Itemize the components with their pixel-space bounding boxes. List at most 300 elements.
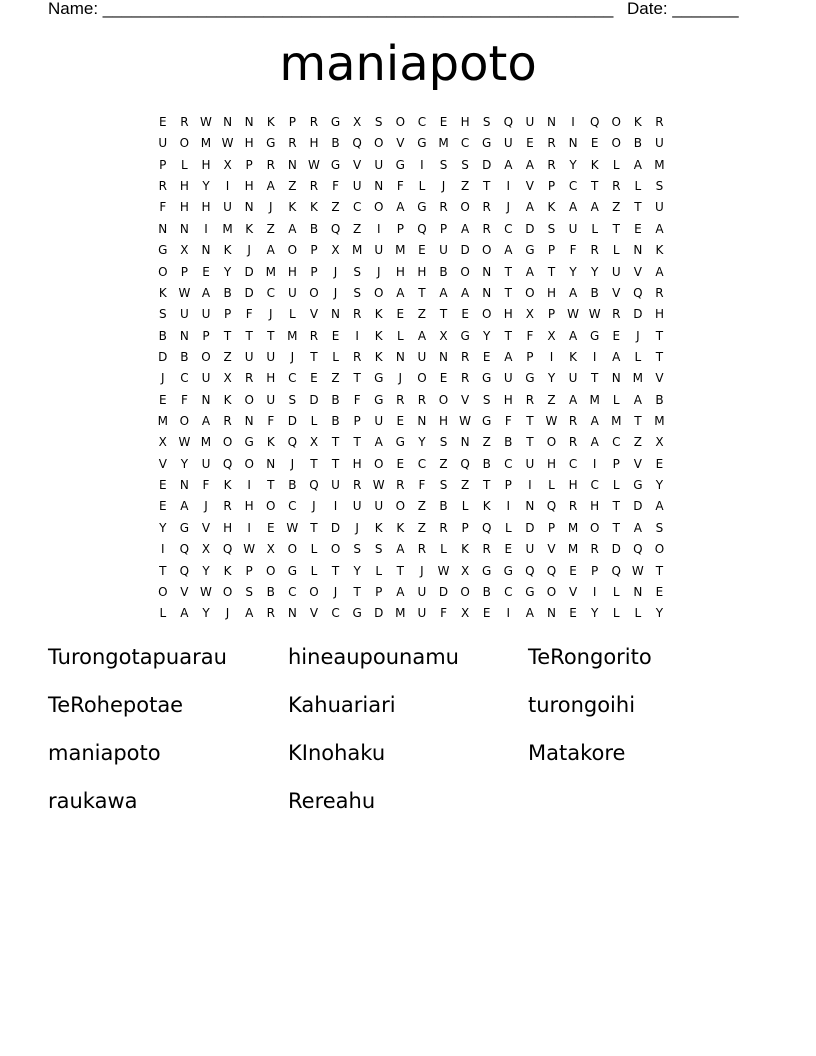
- grid-letter: O: [481, 243, 492, 258]
- grid-letter: W: [178, 435, 191, 450]
- grid-letter: R: [309, 179, 319, 194]
- grid-letter: G: [417, 200, 427, 215]
- grid-letter: V: [568, 584, 578, 599]
- grid-letter: N: [223, 115, 233, 129]
- grid-letter: Y: [223, 264, 232, 279]
- grid-letter: T: [418, 285, 426, 300]
- grid-letter: G: [525, 371, 535, 386]
- grid-letter: X: [158, 435, 167, 450]
- grid-letter: A: [568, 200, 578, 215]
- grid-letter: T: [331, 563, 340, 578]
- grid-letter: Y: [202, 606, 210, 621]
- grid-letter: K: [310, 200, 318, 215]
- grid-letter: J: [161, 371, 165, 386]
- grid-letter: R: [568, 414, 578, 429]
- grid-letter: X: [525, 307, 534, 322]
- grid-letter: R: [288, 136, 297, 151]
- grid-letter: Q: [633, 285, 643, 300]
- page-title: maniapoto: [279, 36, 537, 92]
- grid-letter: F: [418, 478, 426, 493]
- grid-letter: A: [568, 392, 578, 407]
- grid-letter: Y: [353, 563, 361, 578]
- grid-letter: I: [225, 179, 230, 194]
- grid-letter: A: [504, 349, 513, 364]
- grid-letter: L: [612, 243, 620, 258]
- grid-letter: G: [482, 563, 492, 578]
- grid-letter: Q: [589, 115, 600, 129]
- grid-letter: F: [440, 606, 447, 621]
- grid-letter: C: [331, 606, 340, 621]
- grid-letter: T: [483, 478, 491, 493]
- grid-letter: H: [287, 264, 297, 279]
- grid-letter: M: [567, 520, 579, 535]
- grid-letter: Q: [179, 563, 190, 578]
- grid-letter: R: [396, 392, 405, 407]
- grid-letter: T: [310, 456, 318, 471]
- grid-letter: T: [504, 328, 512, 343]
- grid-letter: Z: [439, 456, 448, 471]
- grid-letter: O: [179, 136, 190, 151]
- grid-letter: Z: [353, 221, 362, 236]
- grid-letter: E: [202, 264, 210, 279]
- grid-letter: I: [592, 584, 597, 599]
- grid-letter: U: [525, 456, 535, 471]
- grid-letter: O: [481, 307, 492, 322]
- grid-letter: A: [439, 285, 448, 300]
- grid-letter: F: [245, 307, 253, 322]
- grid-letter: T: [267, 478, 275, 493]
- grid-letter: T: [353, 584, 361, 599]
- grid-letter: I: [571, 115, 575, 129]
- grid-letter: E: [612, 328, 621, 343]
- grid-letter: P: [245, 157, 253, 172]
- grid-letter: P: [547, 307, 556, 322]
- grid-letter: O: [287, 542, 298, 557]
- grid-letter: G: [244, 435, 254, 450]
- grid-letter: U: [201, 307, 211, 322]
- grid-letter: O: [546, 435, 557, 450]
- grid-letter: T: [591, 371, 599, 386]
- grid-letter: P: [504, 478, 512, 493]
- grid-letter: E: [461, 307, 469, 322]
- grid-letter: K: [223, 243, 232, 258]
- grid-letter: Q: [352, 136, 362, 151]
- grid-letter: L: [418, 179, 426, 194]
- grid-letter: U: [266, 392, 276, 407]
- grid-letter: R: [568, 435, 578, 450]
- grid-letter: S: [374, 115, 383, 129]
- grid-letter: P: [353, 414, 361, 429]
- grid-letter: Y: [547, 371, 556, 386]
- grid-letter: W: [588, 307, 601, 322]
- grid-letter: W: [545, 414, 558, 429]
- grid-letter: T: [655, 349, 664, 364]
- grid-letter: O: [222, 584, 233, 599]
- grid-letter: X: [331, 243, 340, 258]
- grid-letter: B: [331, 392, 340, 407]
- grid-letter: Q: [633, 542, 643, 557]
- grid-letter: A: [590, 200, 599, 215]
- grid-letter: O: [374, 136, 384, 151]
- grid-letter: U: [503, 371, 513, 386]
- grid-letter: H: [201, 157, 211, 172]
- grid-letter: R: [612, 307, 621, 322]
- grid-letter: N: [460, 435, 470, 450]
- grid-letter: Q: [611, 563, 621, 578]
- grid-letter: N: [158, 221, 168, 236]
- grid-letter: P: [202, 328, 210, 343]
- grid-letter: W: [286, 520, 299, 535]
- header: [48, 0, 768, 21]
- grid-letter: G: [503, 563, 513, 578]
- grid-letter: E: [504, 542, 513, 557]
- grid-letter: P: [288, 115, 296, 129]
- grid-letter: K: [374, 328, 383, 343]
- word-list-item: hineaupounamu: [288, 645, 459, 669]
- grid-letter: F: [332, 179, 339, 194]
- grid-letter: Z: [460, 478, 470, 493]
- grid-letter: E: [159, 392, 167, 407]
- grid-letter: J: [247, 243, 251, 258]
- grid-letter: B: [158, 328, 167, 343]
- grid-letter: U: [655, 136, 664, 151]
- grid-letter: D: [633, 499, 643, 514]
- grid-letter: R: [223, 414, 232, 429]
- grid-letter: B: [223, 285, 232, 300]
- grid-letter: Z: [633, 435, 642, 450]
- grid-letter: E: [569, 563, 577, 578]
- grid-letter: L: [310, 563, 318, 578]
- grid-letter: B: [439, 499, 448, 514]
- grid-letter: P: [526, 349, 534, 364]
- grid-letter: M: [395, 243, 406, 258]
- grid-letter: E: [590, 136, 599, 151]
- grid-letter: T: [331, 456, 340, 471]
- grid-letter: F: [526, 328, 534, 343]
- grid-letter: N: [568, 136, 578, 151]
- grid-letter: D: [309, 392, 319, 407]
- grid-letter: G: [633, 478, 643, 493]
- grid-letter: G: [179, 520, 190, 535]
- grid-letter: N: [482, 264, 492, 279]
- grid-letter: V: [547, 542, 556, 557]
- grid-letter: B: [633, 136, 642, 151]
- word-search-grid: [152, 112, 670, 625]
- grid-letter: U: [503, 136, 513, 151]
- grid-letter: M: [438, 136, 449, 151]
- grid-letter: T: [267, 328, 275, 343]
- grid-letter: P: [180, 264, 189, 279]
- grid-letter: A: [180, 499, 189, 514]
- grid-letter: N: [633, 243, 643, 258]
- grid-letter: T: [159, 563, 167, 578]
- grid-letter: E: [655, 584, 664, 599]
- grid-letter: F: [159, 200, 167, 215]
- grid-letter: O: [266, 563, 276, 578]
- grid-letter: N: [287, 606, 297, 621]
- word-list-item: Rereahu: [288, 789, 376, 813]
- grid-letter: P: [310, 243, 318, 258]
- grid-letter: T: [655, 328, 664, 343]
- grid-letter: W: [459, 414, 472, 429]
- grid-letter: U: [611, 264, 621, 279]
- grid-letter: U: [352, 499, 362, 514]
- grid-letter: J: [398, 371, 403, 386]
- grid-letter: N: [201, 243, 211, 258]
- grid-letter: H: [654, 307, 664, 322]
- grid-letter: N: [395, 349, 405, 364]
- grid-letter: R: [460, 349, 470, 364]
- grid-letter: S: [288, 392, 297, 407]
- grid-letter: U: [439, 243, 448, 258]
- grid-letter: U: [655, 200, 664, 215]
- grid-letter: S: [439, 478, 448, 493]
- grid-letter: N: [244, 115, 254, 129]
- grid-letter: S: [547, 221, 556, 236]
- grid-letter: R: [352, 307, 362, 322]
- grid-letter: N: [179, 221, 189, 236]
- grid-letter: G: [525, 584, 535, 599]
- grid-letter: R: [352, 478, 362, 493]
- grid-letter: A: [525, 606, 534, 621]
- grid-letter: P: [159, 157, 167, 172]
- grid-letter: R: [547, 157, 556, 172]
- grid-letter: V: [633, 264, 642, 279]
- grid-letter: K: [158, 285, 167, 300]
- grid-letter: N: [179, 328, 189, 343]
- grid-letter: E: [655, 456, 664, 471]
- grid-letter: M: [567, 542, 579, 557]
- grid-letter: P: [547, 243, 556, 258]
- grid-letter: F: [202, 478, 210, 493]
- grid-letter: S: [482, 392, 491, 407]
- grid-letter: H: [244, 499, 254, 514]
- grid-letter: H: [590, 499, 600, 514]
- grid-letter: D: [244, 285, 254, 300]
- grid-letter: G: [417, 136, 427, 151]
- grid-letter: B: [504, 435, 513, 450]
- grid-letter: Y: [655, 606, 664, 621]
- grid-letter: Z: [331, 371, 340, 386]
- grid-letter: O: [654, 542, 665, 557]
- grid-letter: E: [439, 115, 448, 129]
- grid-letter: F: [180, 392, 188, 407]
- grid-letter: R: [590, 243, 599, 258]
- grid-letter: N: [482, 285, 492, 300]
- grid-letter: N: [266, 456, 276, 471]
- grid-letter: D: [525, 221, 535, 236]
- grid-letter: T: [504, 264, 512, 279]
- grid-letter: A: [288, 221, 297, 236]
- grid-letter: A: [633, 392, 642, 407]
- grid-letter: H: [201, 200, 211, 215]
- grid-letter: T: [526, 435, 534, 450]
- grid-letter: O: [374, 200, 384, 215]
- grid-letter: K: [547, 200, 556, 215]
- grid-letter: C: [180, 371, 189, 386]
- grid-letter: R: [525, 392, 535, 407]
- grid-letter: E: [266, 520, 275, 535]
- grid-letter: Q: [417, 221, 427, 236]
- grid-letter: U: [266, 349, 276, 364]
- grid-letter: S: [353, 285, 361, 300]
- grid-letter: K: [288, 200, 297, 215]
- grid-letter: F: [353, 392, 361, 407]
- grid-letter: H: [460, 115, 470, 129]
- grid-letter: K: [396, 520, 405, 535]
- grid-letter: D: [374, 606, 384, 621]
- grid-letter: O: [546, 584, 557, 599]
- grid-letter: T: [612, 499, 620, 514]
- grid-letter: L: [634, 606, 642, 621]
- grid-letter: R: [482, 221, 491, 236]
- grid-letter: J: [204, 499, 208, 514]
- grid-letter: B: [482, 584, 491, 599]
- grid-letter: L: [440, 542, 447, 557]
- grid-letter: A: [245, 606, 254, 621]
- word-list-item: KInohaku: [288, 741, 386, 765]
- grid-letter: X: [309, 435, 319, 450]
- grid-letter: N: [244, 414, 254, 429]
- grid-letter: O: [158, 264, 168, 279]
- grid-letter: M: [351, 243, 363, 258]
- grid-letter: U: [158, 136, 168, 151]
- grid-letter: J: [290, 456, 295, 471]
- grid-letter: R: [417, 542, 427, 557]
- grid-letter: J: [268, 307, 273, 322]
- grid-letter: X: [266, 542, 275, 557]
- grid-letter: J: [376, 264, 381, 279]
- grid-letter: O: [222, 435, 233, 450]
- grid-letter: H: [223, 520, 233, 535]
- grid-letter: A: [633, 157, 642, 172]
- grid-letter: G: [482, 371, 492, 386]
- grid-letter: N: [525, 499, 535, 514]
- grid-letter: A: [201, 285, 211, 300]
- grid-letter: L: [612, 157, 620, 172]
- grid-letter: A: [504, 157, 513, 172]
- grid-letter: O: [395, 499, 406, 514]
- grid-letter: U: [352, 179, 362, 194]
- grid-letter: P: [591, 563, 599, 578]
- grid-letter: O: [244, 392, 254, 407]
- grid-letter: A: [590, 414, 599, 429]
- grid-letter: A: [504, 243, 513, 258]
- grid-letter: R: [439, 200, 448, 215]
- grid-letter: J: [441, 179, 446, 194]
- grid-letter: W: [567, 307, 580, 322]
- grid-letter: L: [634, 179, 642, 194]
- grid-letter: K: [590, 157, 599, 172]
- grid-letter: A: [525, 200, 534, 215]
- grid-letter: M: [632, 371, 644, 386]
- grid-letter: T: [223, 328, 232, 343]
- grid-letter: M: [589, 392, 600, 407]
- grid-letter: O: [179, 414, 190, 429]
- grid-letter: A: [568, 285, 578, 300]
- grid-letter: V: [655, 371, 664, 386]
- grid-letter: Q: [503, 115, 514, 129]
- grid-letter: X: [353, 115, 362, 129]
- grid-letter: G: [460, 328, 470, 343]
- grid-letter: H: [417, 264, 427, 279]
- grid-letter: H: [244, 136, 254, 151]
- grid-letter: Q: [222, 456, 233, 471]
- grid-letter: R: [309, 115, 319, 129]
- word-list-item: Kahuariari: [288, 693, 396, 717]
- grid-letter: X: [180, 243, 189, 258]
- grid-letter: L: [310, 542, 318, 557]
- grid-letter: M: [395, 606, 406, 621]
- grid-letter: I: [333, 499, 338, 514]
- grid-letter: K: [245, 221, 254, 236]
- grid-letter: G: [374, 371, 384, 386]
- grid-letter: Q: [179, 542, 190, 557]
- grid-letter: V: [201, 520, 211, 535]
- grid-letter: N: [201, 392, 211, 407]
- grid-letter: C: [266, 285, 275, 300]
- grid-letter: U: [331, 478, 340, 493]
- grid-letter: A: [461, 221, 470, 236]
- grid-letter: R: [612, 179, 621, 194]
- grid-letter: I: [247, 478, 251, 493]
- grid-letter: E: [396, 414, 405, 429]
- grid-letter: W: [200, 584, 212, 599]
- grid-letter: W: [178, 285, 191, 300]
- grid-letter: F: [267, 414, 275, 429]
- grid-letter: C: [504, 456, 513, 471]
- grid-letter: G: [395, 157, 405, 172]
- grid-letter: G: [352, 606, 362, 621]
- grid-letter: Z: [417, 307, 427, 322]
- grid-letter: S: [655, 520, 664, 535]
- grid-letter: Z: [223, 349, 232, 364]
- grid-letter: I: [506, 606, 511, 621]
- grid-letter: R: [223, 499, 232, 514]
- grid-letter: Y: [569, 264, 577, 279]
- grid-letter: N: [439, 349, 448, 364]
- grid-letter: X: [439, 328, 448, 343]
- grid-letter: U: [201, 371, 211, 386]
- grid-letter: S: [158, 307, 167, 322]
- grid-letter: T: [353, 371, 361, 386]
- grid-letter: Y: [655, 478, 664, 493]
- grid-letter: J: [636, 328, 640, 343]
- grid-letter: L: [612, 392, 620, 407]
- grid-letter: P: [245, 563, 253, 578]
- grid-letter: B: [655, 392, 664, 407]
- grid-letter: T: [353, 435, 361, 450]
- grid-letter: A: [525, 157, 534, 172]
- grid-letter: F: [569, 243, 577, 258]
- grid-letter: A: [266, 179, 275, 194]
- grid-letter: U: [417, 606, 427, 621]
- grid-letter: X: [223, 371, 232, 386]
- grid-letter: O: [330, 542, 341, 557]
- grid-letter: I: [592, 349, 597, 364]
- grid-letter: Q: [546, 499, 557, 514]
- grid-letter: H: [179, 200, 189, 215]
- grid-letter: M: [287, 328, 298, 343]
- grid-letter: P: [612, 456, 620, 471]
- grid-letter: E: [159, 115, 167, 129]
- grid-letter: X: [201, 542, 211, 557]
- grid-letter: K: [633, 115, 642, 129]
- grid-letter: O: [158, 584, 168, 599]
- grid-letter: Q: [525, 563, 535, 578]
- grid-letter: P: [461, 520, 469, 535]
- grid-letter: A: [633, 520, 642, 535]
